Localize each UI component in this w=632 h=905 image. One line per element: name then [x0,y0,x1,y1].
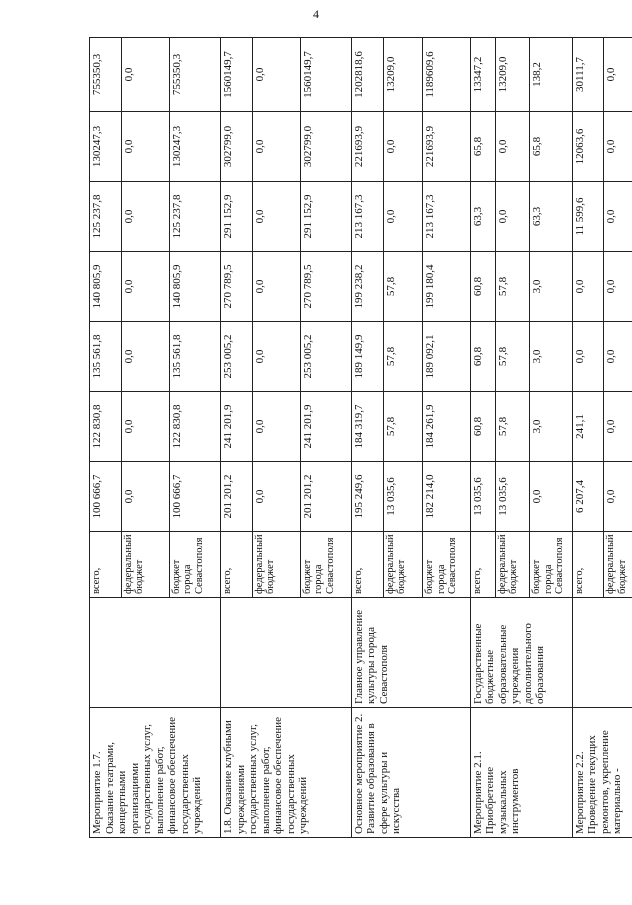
year-value-cell: 60,8 [470,322,495,392]
year-value-cell: 253 005,2 [221,322,253,392]
table-frame [89,38,632,838]
funding-source-cell: бюджет города Севастополя [530,532,573,598]
year-value-cell: 302799,0 [300,112,351,182]
year-value-cell: 199 180,4 [423,252,471,322]
funding-source-cell: всего, [221,532,253,598]
executor-cell: Государственные бюджетные образовательные учреждения дополнительного образования [470,598,572,708]
year-value-cell: 60,8 [470,252,495,322]
year-value-cell: 63,3 [470,182,495,252]
year-value-cell: 130247,3 [169,112,220,182]
year-value-cell: 0,0 [383,112,423,182]
activity-cell: Основное мероприятие 2. Развитие образования в сфере культуры и искусства [351,708,470,838]
year-value-cell: 3,0 [530,252,573,322]
total-value-cell: 0,0 [604,38,632,112]
year-value-cell: 0,0 [252,462,300,532]
activity-cell: Мероприятие 2.2. Проведение текущих ремонтов, укрепление материально - [572,708,632,838]
year-value-cell: 6 207,4 [572,462,604,532]
year-value-cell: 122 830,8 [90,392,122,462]
year-value-cell: 213 167,3 [351,182,383,252]
year-value-cell: 65,8 [530,112,573,182]
year-value-cell: 199 238,2 [351,252,383,322]
year-value-cell: 189 092,1 [423,322,471,392]
total-value-cell: 1560149,7 [300,38,351,112]
financing-table [89,37,632,838]
year-value-cell: 0,0 [495,112,529,182]
year-value-cell: 270 789,5 [300,252,351,322]
total-value-cell: 1202818,6 [351,38,383,112]
total-value-cell: 0,0 [252,38,300,112]
year-value-cell: 0,0 [495,182,529,252]
total-value-cell: 13209,0 [495,38,529,112]
funding-source-cell: федеральный бюджет [604,532,632,598]
year-value-cell: 291 152,9 [221,182,253,252]
total-value-cell: 30111,7 [572,38,604,112]
year-value-cell: 0,0 [252,112,300,182]
activity-cell: Мероприятие 1.7. Оказание театрами, концертными организациями государственных услуг, выполнение работ, финансовое обеспечение государственных учреждений [90,708,221,838]
activity-cell: Мероприятие 2.1. Приобретение музыкальных инструментов [470,708,572,838]
year-value-cell: 189 149,9 [351,322,383,392]
year-value-cell: 57,8 [495,322,529,392]
year-value-cell: 0,0 [604,112,632,182]
funding-source-cell: всего, [572,532,604,598]
total-value-cell: 0,0 [121,38,169,112]
year-value-cell: 201 201,2 [300,462,351,532]
year-value-cell: 100 666,7 [90,462,122,532]
executor-cell [90,598,221,708]
funding-source-cell: бюджет города Севастополя [423,532,471,598]
year-value-cell: 57,8 [495,252,529,322]
year-value-cell: 0,0 [604,252,632,322]
rotated-table-container [89,38,632,838]
executor-cell [572,598,632,708]
table-row [572,38,604,838]
year-value-cell: 270 789,5 [221,252,253,322]
page-number: 4 [313,7,319,21]
table-row [221,38,253,838]
total-value-cell: 1189609,6 [423,38,471,112]
year-value-cell: 195 249,6 [351,462,383,532]
year-value-cell: 221693,9 [423,112,471,182]
year-value-cell: 0,0 [121,462,169,532]
year-value-cell: 57,8 [383,252,423,322]
year-value-cell: 184 261,9 [423,392,471,462]
total-value-cell: 13209,0 [383,38,423,112]
year-value-cell: 241 201,9 [221,392,253,462]
year-value-cell: 122 830,8 [169,392,220,462]
year-value-cell: 57,8 [383,322,423,392]
total-value-cell: 1560149,7 [221,38,253,112]
funding-source-cell: всего, [470,532,495,598]
year-value-cell: 241 201,9 [300,392,351,462]
activity-cell: 1.8. Оказание клубными учреждениями государственных услуг, выполнение работ, финансовое обеспечение государственных учреждений [221,708,352,838]
year-value-cell: 0,0 [252,182,300,252]
year-value-cell: 57,8 [383,392,423,462]
year-value-cell: 0,0 [572,322,604,392]
funding-source-cell: федеральный бюджет [495,532,529,598]
year-value-cell: 221693,9 [351,112,383,182]
year-value-cell: 125 237,8 [90,182,122,252]
year-value-cell: 63,3 [530,182,573,252]
year-value-cell: 0,0 [604,392,632,462]
year-value-cell: 182 214,0 [423,462,471,532]
year-value-cell: 0,0 [383,182,423,252]
funding-source-cell: федеральный бюджет [121,532,169,598]
year-value-cell: 0,0 [121,322,169,392]
table-row [470,38,495,838]
funding-source-cell: бюджет города Севастополя [300,532,351,598]
year-value-cell: 253 005,2 [300,322,351,392]
executor-cell [221,598,352,708]
year-value-cell: 3,0 [530,392,573,462]
year-value-cell: 0,0 [252,392,300,462]
year-value-cell: 201 201,2 [221,462,253,532]
year-value-cell: 241,1 [572,392,604,462]
table-body [90,38,632,838]
year-value-cell: 3,0 [530,322,573,392]
executor-cell: Главное управление культуры города Севастополя [351,598,470,708]
table-row [90,38,122,838]
year-value-cell: 13 035,6 [495,462,529,532]
funding-source-cell: федеральный бюджет [252,532,300,598]
year-value-cell: 0,0 [121,392,169,462]
total-value-cell: 755350,3 [90,38,122,112]
year-value-cell: 0,0 [604,322,632,392]
funding-source-cell: бюджет города Севастополя [169,532,220,598]
year-value-cell: 130247,3 [90,112,122,182]
year-value-cell: 0,0 [252,252,300,322]
total-value-cell: 755350,3 [169,38,220,112]
year-value-cell: 0,0 [121,112,169,182]
year-value-cell: 11 599,6 [572,182,604,252]
year-value-cell: 13 035,6 [470,462,495,532]
year-value-cell: 100 666,7 [169,462,220,532]
year-value-cell: 140 805,9 [169,252,220,322]
year-value-cell: 140 805,9 [90,252,122,322]
year-value-cell: 12063,6 [572,112,604,182]
year-value-cell: 0,0 [572,252,604,322]
year-value-cell: 0,0 [252,322,300,392]
year-value-cell: 13 035,6 [383,462,423,532]
year-value-cell: 0,0 [121,252,169,322]
year-value-cell: 125 237,8 [169,182,220,252]
year-value-cell: 0,0 [121,182,169,252]
year-value-cell: 60,8 [470,392,495,462]
year-value-cell: 291 152,9 [300,182,351,252]
funding-source-cell: федеральный бюджет [383,532,423,598]
year-value-cell: 184 319,7 [351,392,383,462]
year-value-cell: 135 561,8 [90,322,122,392]
funding-source-cell: всего, [90,532,122,598]
year-value-cell: 65,8 [470,112,495,182]
year-value-cell: 213 167,3 [423,182,471,252]
funding-source-cell: всего, [351,532,383,598]
year-value-cell: 302799,0 [221,112,253,182]
total-value-cell: 13347,2 [470,38,495,112]
year-value-cell: 0,0 [530,462,573,532]
year-value-cell: 135 561,8 [169,322,220,392]
table-row [351,38,383,838]
total-value-cell: 138,2 [530,38,573,112]
year-value-cell: 0,0 [604,462,632,532]
year-value-cell: 0,0 [604,182,632,252]
year-value-cell: 57,8 [495,392,529,462]
